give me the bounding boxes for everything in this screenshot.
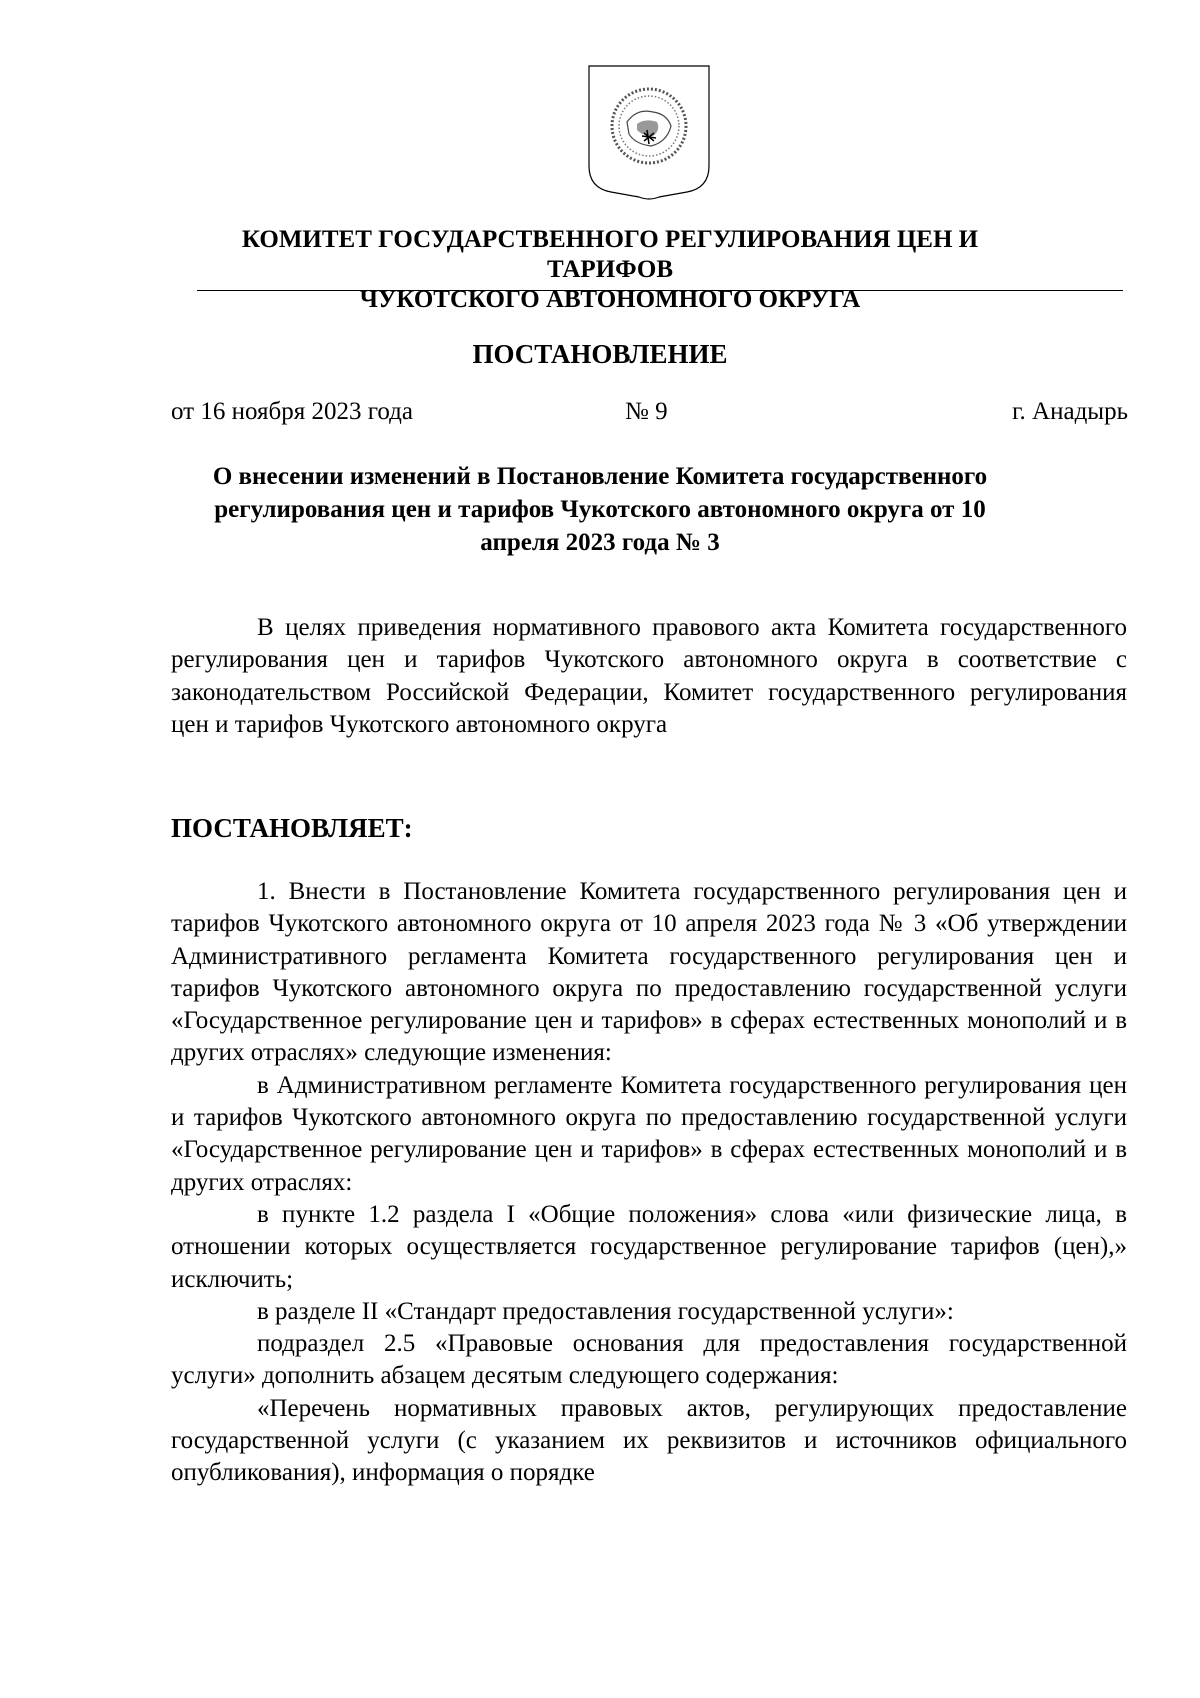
document-date: от 16 ноября 2023 года bbox=[171, 398, 413, 425]
paragraph: 1. Внести в Постановление Комитета государственного регулирования цен и тарифов Чукотского автономного округа от 10 апреля 2023 года № 3 «Об утверждении Административного регламента Комитета государственного регулирования цен и тарифов Чукотского автономного округа по предоставлению государственной услуги «Государственное регулирование цен и тарифов» в сферах естественных монополий и в других отраслях» следующие изменения: bbox=[171, 878, 1127, 1067]
document-number: № 9 bbox=[625, 398, 668, 425]
header-divider bbox=[197, 290, 1123, 291]
organization-name bbox=[200, 225, 1020, 315]
paragraph: в Административном регламенте Комитета государственного регулирования цен и тарифов Чукотского автономного округа по предоставлению государственной услуги «Государственное регулирование цен и тарифов» в сферах естественных монополий и в других отраслях: bbox=[171, 1071, 1127, 1196]
org-line-1: КОМИТЕТ ГОСУДАРСТВЕННОГО РЕГУЛИРОВАНИЯ ЦЕН И ТАРИФОВ bbox=[241, 226, 979, 283]
org-line-2: ЧУКОТСКОГО АВТОНОМНОГО ОКРУГА bbox=[359, 286, 861, 313]
paragraph: в пункте 1.2 раздела I «Общие положения» слова «или физические лица, в отношении которых осуществляется государственное регулирование тарифов (цен),» исключить; bbox=[171, 1200, 1127, 1293]
coat-of-arms-icon bbox=[587, 64, 711, 209]
document-type: ПОСТАНОВЛЕНИЕ bbox=[472, 339, 728, 369]
document-city: г. Анадырь bbox=[1012, 398, 1128, 425]
paragraph: подраздел 2.5 «Правовые основания для предоставления государственной услуги» дополнить абзацем десятым следующего содержания: bbox=[171, 1330, 1127, 1390]
decision-heading: ПОСТАНОВЛЯЕТ: bbox=[171, 813, 413, 843]
paragraph: «Перечень нормативных правовых актов, регулирующих предоставление государственной услуги (с указанием их реквизитов и источников официального опубликования), информация о порядке bbox=[171, 1394, 1127, 1487]
preamble-text: В целях приведения нормативного правового акта Комитета государственного регулирования цен и тарифов Чукотского автономного округа в соответствие с законодательством Российской Федерации, Комитет государственного регулирования цен и тарифов Чукотского автономного округа bbox=[171, 614, 1127, 738]
paragraph: в разделе II «Стандарт предоставления государственной услуги»: bbox=[257, 1297, 954, 1325]
preamble bbox=[171, 612, 1127, 741]
decision-paragraphs bbox=[171, 876, 1127, 1490]
document-subject: О внесении изменений в Постановление Комитета государственного регулирования цен и тарифов Чукотского автономного округа от 10 апреля 2023 года № 3 bbox=[212, 463, 988, 556]
